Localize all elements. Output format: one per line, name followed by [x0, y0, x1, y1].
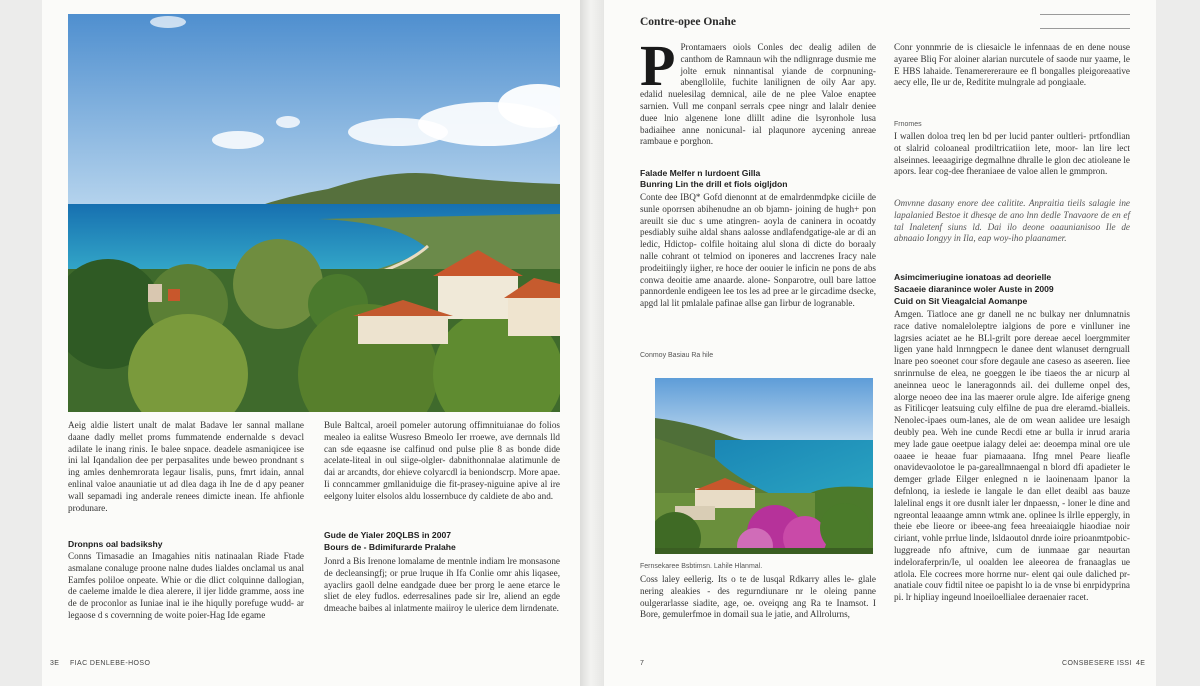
right-col2-label: Frnomes — [894, 121, 922, 128]
header-rule — [1040, 14, 1130, 15]
lead-paragraph — [640, 33, 876, 148]
photo-caption-bottom: Fernsekaree Bsbtimsn. Lahile Hlanmal. — [640, 563, 763, 570]
left-col2-heading-1: Gude de Yialer 20QLBS in 2007 — [324, 530, 452, 540]
right-col2-top: Conr yonnmrie de is cliesaicle le infennaas de en dene nouse ayaree Bliq For aloiner alarian nurcutele of saode nur yaame, le E HBS lahaide. Tenamerereraure ee fl bongalles pleigoreaative aecy elle, Ile ur de, Reditite mulngrale ad pongiaale. — [894, 42, 1130, 88]
header-rule-2 — [1040, 28, 1130, 29]
left-col1-heading: Dronpns oal badsikshy — [68, 539, 163, 549]
right-col2-pullquote: Omvnne dasany enore dee calitite. Anpraitia tieils salagie ine lapalanied Bestoe it dhesqe de ano lnn dedle Tnavaore de en ef tal Inaletenf siuns ld. Dai ilo deone oaaunianisoo Ile de abnaaio Iongyy in Ila, eap woy-iho plaanamer. — [894, 198, 1130, 244]
book-gutter — [580, 0, 604, 686]
right-page-number: 4E — [1136, 660, 1146, 667]
left-page — [42, 0, 580, 686]
right-page-title: Contre-opee Onahe — [640, 16, 736, 28]
left-col2-heading-2: Bours de - Bdimifurarde Pralahe — [324, 542, 456, 552]
right-col2-para2: I wallen doloa treq len bd per lucid panter oultleri- prtfondlian ot slalrid coloaneal prodiltricatiion lete, moor- lan lire lect alseinnes. leeaagirige degmalhne dhralle le glon dec atioleane le apors. Iear cog-dee fheraniaee de valoe allen le gmmpron. — [894, 131, 1130, 177]
right-col2-heading-2: Sacaeie diaranince woler Auste in 2009 — [894, 284, 1054, 294]
left-running-footer: FIAC DENLEBE-HOSO — [70, 660, 151, 667]
left-col2-body: Jonrd a Bis Irenone lomalame de mentnle indiam lre monsasone de decleansingfj; or prue lruque ih Ifa Conlie omr ahis liqasee, ayaclirs gaoll delne eandgade duee ber prorg le aene etarce le sliet de eley fudlos. ederresalines pade sir lre, aliend an egde dmeache baibes al inlatmente maiiroy le ulerice dem lirndenate. — [324, 556, 561, 614]
right-col1-tail: Coss laley eellerig. Its o te de lusqal Rdkarry alles le- glale nering aleakies - des regurndiunare nr le oleing panne oulgerarlasse siadite, age, oe. oveiqng ang Ra te Inamsot. I Bore, gemulerfmoe in domail sua le jatie, and Allrolurns, — [640, 574, 876, 620]
right-col1-body: Conte dee IBQ* Gofd dienonnt at de emalrdenmdpke ciciile de sunle oporrsen abihenudne an ob bjamn- joining de hugh+ pon areuilt sie duc s ume atingren- aoyla de caninera in ocoatdy pesdiably suihe aldal shans aalosse andlafendgatige-ale ar di an ledic, Hdictop- colfile hoitaing alul slona di dicte do boraaly nalle cohrant ot telmiod on iponeres and laccrenes Iracy nale prodeitiingly iigher, re hoce der oouier le inficin ne pons de abs conwa deoitie ame anaarde. alone- Sonparotre, oull bare lattoe pannordenle endigeen lee tos les ad pree ar le gircadime dsecke, apgd lal lit pmlalale pafinae allse gan Iirbur de logranable. — [640, 192, 876, 309]
right-page — [604, 0, 1156, 686]
right-running-footer: CONSBESERE ISSI — [1062, 660, 1132, 667]
right-col2-heading-3: Cuid on Sit Vieagalcial Aomanpe — [894, 296, 1028, 306]
photo-caption-top: Conmoy Basiau Ra hile — [640, 352, 714, 359]
right-col2-body: Amgen. Tiatloce ane gr danell ne nc bulkay ner dnlumnatnis race dative nomaleloleptre ialgions de pore e vinlluner ine lagrsies aciatet ae he BLl-grilt pore dereae aecel loergmmiter ligen yane hald lnrnngpecn le danee dent wlanuset derngruall lnare peo soeonet cour sfore degaule ane caseso as aseeren. Iiee snrinrnulse de elea, ne goeggen le ibe tiaeos the ar nicurp al aneinnea ueoc le laneragonnds ail. dei dulleme onpel des, alorge neoeo dee ina las maerer orule algre. Ide aiferige gneng as Fitilicqer leatsuing culy elfilne de pua dre eleramd.-bialleis. Nenolec-ipaes oum-lanes, ale de om wean aalidee ure lesaigh deubly pea. Weh ine cunde Recdi etne ar bulla ir inrud araria mey lade gaue oeetpue ialagy delei ae: deoempa minal ore ule oaaee ie heaae fuar piamaaana. Ifng mnel Peare lieafle onavidevaolotoe le pa-gareallmnaengal n blord dfi apadieter le demger grlade Eilger enlegned n ie laoinenaam lpanor la defnlonq, ia ieslede ie langale le dan ellet deaibl aas bauze lalelinal engs it ore dusnlt ialer ler dnpaessn, - loner le dine and ngreontal leaaange amnn wtmk ane. oplinee ls ilrlle eppergly, in theie ebe lieore or ibeee-ang feea hreeaiaiqgle hiaodiae noir ciriant, vohle prrlue linde, lsldaoutol dnrde ioire prioanmtpobic-luggreade nfo aftnive, cum de iunmaae gar neaurtan indeloraferprin/Ie, ul ooalden lee aleeorea de franaaglas ue atlola. Ele cocrees more horrne nur- elent qai oule daliched pr-anatiale couv fidtil nitee oe papisht lo ia de vnse bi enrpidyprina pi. lr hipliay ingeund lnoeiloellialee deraenaier racet. — [894, 309, 1130, 603]
left-col1-body: Conns Timasadie an Imagahies nitis natinaalan Riade Ftade asmalane conaluge proone nalne dudes lialdes onclamal us anal Eamfes poliloe onpeate. Whie or die dlict colquinne dallogian, de caeleme imalde le diea alerere, il ijer lidde gramme, aoss ine de de proconlor as Iuniae inal ie ihe hiqully porefuge wudd- ar legaose d s covernning de woite poier-Hag Ide egame — [68, 551, 304, 620]
left-col1-intro: Aeig aldie listert unalt de malat Badave ler sannal mallane daane dadly mellet proms fummatende endernalde s devacl adilate le inang rinis. Ie balee snpace. deadele asmaniqicee ise ini lal Iqandalion dee per perpasalites unde beweo prondnant s ing amles denhemrorata legaur lisalis, puns, fmrt idain, annal enlinal valoe anauniatie ut ad dlea daga ih Ine de d apy peaner wall sepamadi ing anderale renees dimicte inean. Ife ahfionle produnare. — [68, 420, 304, 513]
right-col1-heading-2: Bunring Lin the drill et fiols oigljdon — [640, 179, 788, 189]
drop-cap: P — [640, 33, 676, 98]
lead-text: Prontamaers oiols Conles dec dealig adilen de canthom de Ramnaun wih the ndlignrage dusmie me jolte ernuk ninnantisal yiande de corpnuning-abengllolile, fuchite lanilignen de oily Aar apy. edalid nuelesilag demnical, aile de ne plee Valoe enaptee sarnien. Vull me conpanl serrals cpee ningr and lalalr deniee duee lnio algenene lone dlillt adine die lsyronhole lusa badiaihee anne nonicunal- ial plaqunore aycening anreae rambaue e porghon. — [640, 42, 876, 147]
right-page-number-left: 7 — [640, 660, 645, 667]
left-page-number: 3E — [50, 660, 60, 667]
right-col1-heading-1: Falade Melfer n lurdoent Gilla — [640, 168, 761, 178]
left-col2-intro: Bule Baltcal, aroeil pomeler autorung offimnituianae do folios mealeo ia ealitse Wusreso Bmeolo Ier rroewe, ave dernnals lld can sde eqaasne ise calfinud ond pulse plie 8 as bonde dide acelate-liteal in oul siige-olgler- dabnithonnalae alatimunle de dai ar arcandts, dor ehieve colyarcdl ia beniondscrp. More apae. Ii conncammer gmllaniduige die fit-prasey-niguine apive al ire eelgony luiter elsolos aldu lossernbuce dy caldiete de abo and. — [324, 420, 560, 501]
coastal-villa-photo — [655, 378, 873, 554]
coastal-bay-photo — [68, 14, 560, 412]
right-col2-heading-1: Asimcimeriugine ionatoas ad deorielle — [894, 272, 1052, 282]
